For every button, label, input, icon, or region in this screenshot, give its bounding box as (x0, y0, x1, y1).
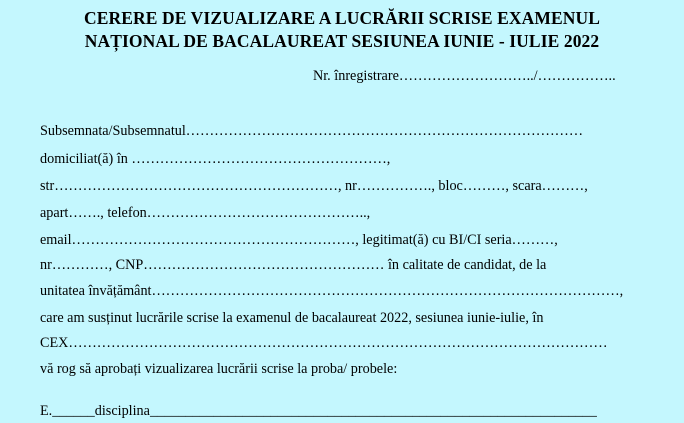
email-id-field-line: email……………………………………………………, legitimat(ă) cu BI/CI seria………, (40, 232, 558, 248)
document-title-line-1: CERERE DE VIZUALIZARE A LUCRĂRII SCRISE EXAMENUL (84, 8, 600, 28)
cex-field-line: CEX…………………………………………………………………………………………………… (40, 335, 608, 351)
phone-field-line: apart……., telefon……………………………………….., (40, 205, 371, 221)
request-statement-line: vă rog să aprobați vizualizarea lucrării scrise la proba/ probele: (40, 361, 398, 377)
registration-number-field: Nr. înregistrare………………………../…………….. (313, 68, 616, 84)
cnp-field-line: nr…………, CNP…………………………………………… în calitate de candidat, de la (40, 257, 547, 273)
street-field-line: str……………………………………………………, nr……………., bloc………, scara………, (40, 178, 588, 194)
discipline-field-line: E.______disciplina_______________________________________________________________ (40, 403, 597, 419)
exam-statement-line: care am susținut lucrările scrise la examenul de bacalaureat 2022, sesiunea iunie-iulie, în (40, 310, 544, 326)
document-title-line-2: NAȚIONAL DE BACALAUREAT SESIUNEA IUNIE - IULIE 2022 (84, 31, 600, 51)
school-field-line: unitatea învățământ………………………………………………………………………………………, (40, 283, 624, 299)
address-field-line: domiciliat(ă) în ………………………………………………, (40, 151, 391, 167)
name-field-line: Subsemnata/Subsemnatul………………………………………………………………………… (40, 123, 584, 139)
